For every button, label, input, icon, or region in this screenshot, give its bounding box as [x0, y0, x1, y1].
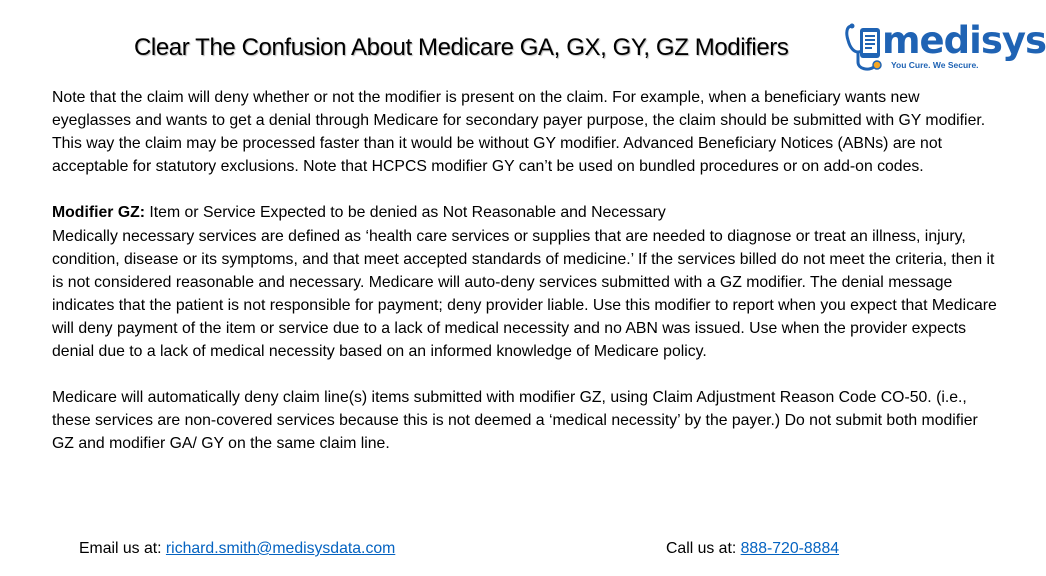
footer-phone: [666, 539, 839, 559]
page-title: Clear The Confusion About Medicare GA, GX, GY, GZ Modifiers: [134, 34, 789, 61]
footer-email: [79, 539, 395, 559]
email-label: Email us at:: [79, 540, 166, 557]
logo-tagline: You Cure. We Secure.: [891, 60, 979, 70]
modifier-gz-line: [52, 201, 997, 224]
phone-label: Call us at:: [666, 540, 741, 557]
modifier-gz-subtitle: Item or Service Expected to be denied as Not Reasonable and Necessary: [145, 204, 666, 222]
paragraph-gy-note: Note that the claim will deny whether or not the modifier is present on the claim. For example, when a beneficiary wants new eyeglasses and wants to get a denial through Medicare for secondary payer purpose, the claim should be submitted with GY modifier. This way the claim may be processed faster than it would be without GY modifier. Advanced Beneficiary Notices (ABNs) are not acceptable for statutory exclusions. Note that HCPCS modifier GY can’t be used on bundled procedures or on add-on codes.: [52, 89, 986, 176]
company-logo[interactable]: [844, 19, 1046, 78]
modifier-gz-heading: Modifier GZ:: [52, 204, 146, 222]
logo-wordmark: medisys: [882, 19, 1046, 62]
paragraph-auto-deny: Medicare will automatically deny claim line(s) items submitted with modifier GZ, using Claim Adjustment Reason Code CO-50. (i.e., these services are non-covered services because this is not deemed a ‘medical necessity’ by the payer.) Do not submit both modifier GZ and modifier GA/ GY on the same claim line.: [52, 389, 978, 453]
phone-link[interactable]: 888-720-8884: [740, 540, 840, 557]
main-content: [52, 86, 997, 456]
paragraph-medical-necessity: Medically necessary services are defined as ‘health care services or supplies that are needed to diagnose or treat an illness, injury, condition, disease or its symptoms, and that meet accepted standards of medicine.’ If the services billed do not meet the criteria, then it is not considered reasonable and necessary. Medicare will auto-deny services submitted with a GZ modifier. The denial message indicates that the patient is not responsible for payment; deny provider liable. Use this modifier to report when you expect that Medicare will deny payment of the item or service due to a lack of medical necessity and no ABN was issued. Use when the provider expects denial due to a lack of medical necessity based on an informed knowledge of Medicare policy.: [52, 227, 997, 361]
email-link[interactable]: richard.smith@medisysdata.com: [165, 540, 396, 557]
